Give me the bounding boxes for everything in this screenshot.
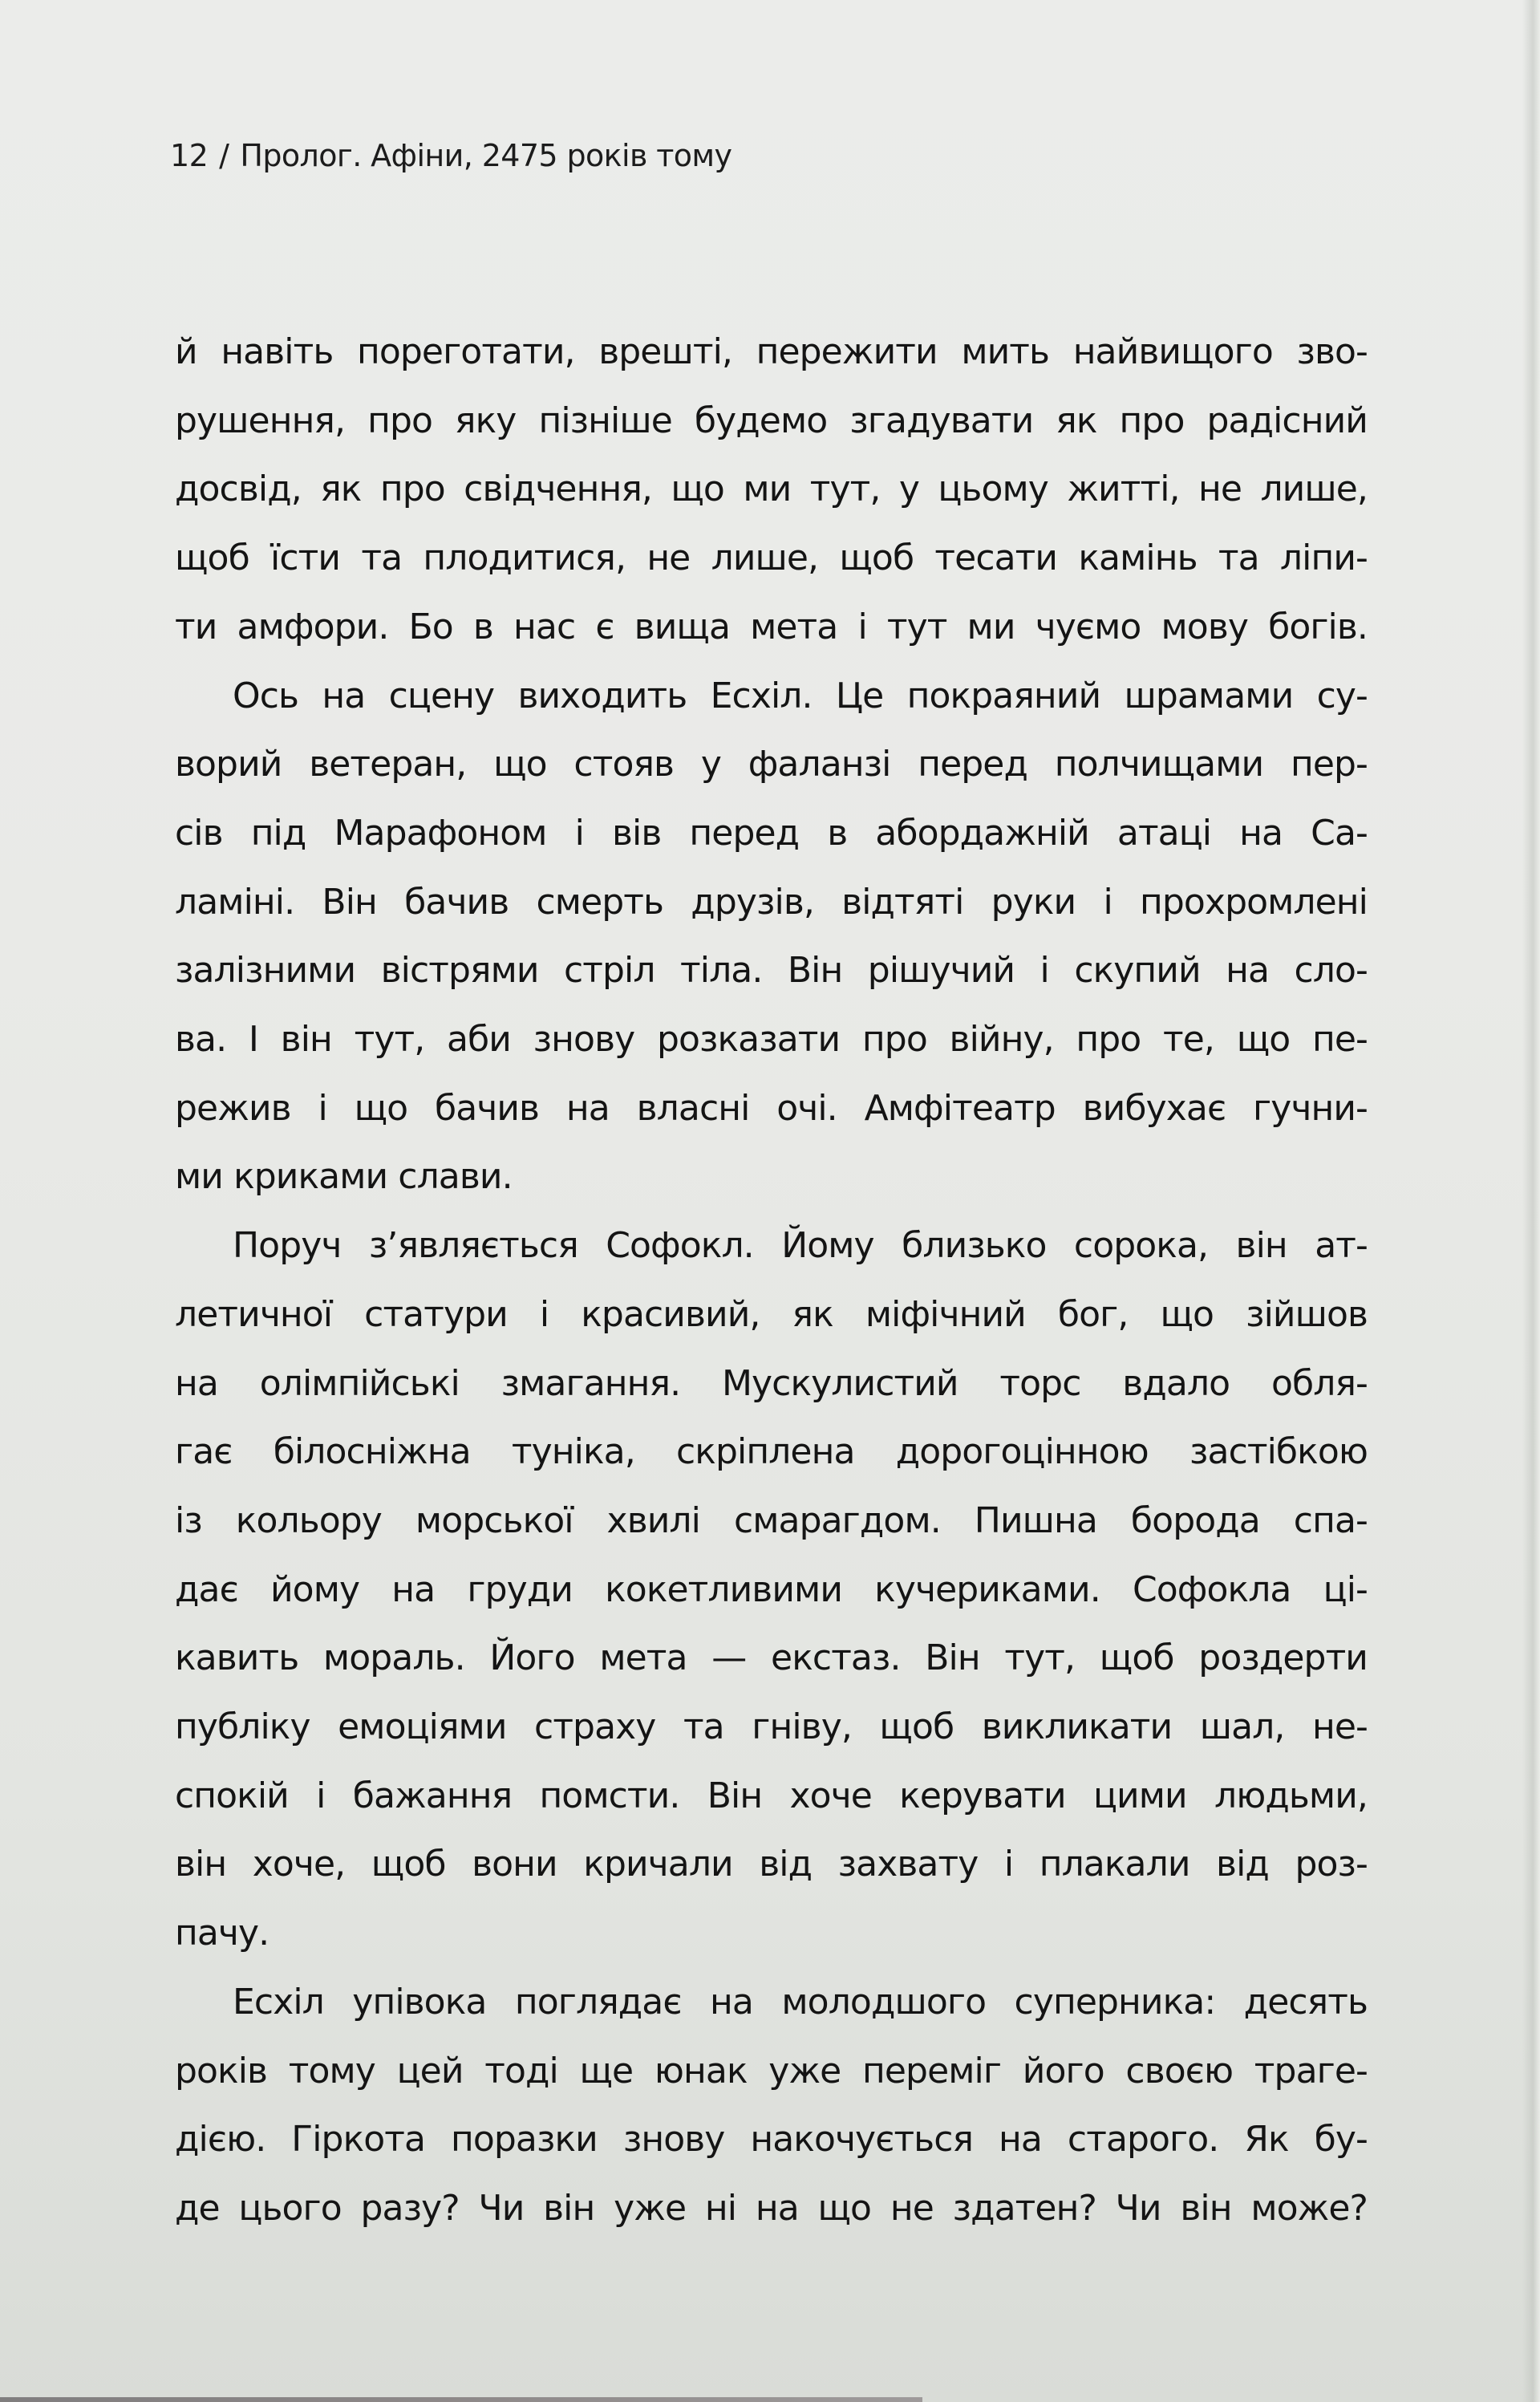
- text-line: ти амфори. Бо в нас є вища мета і тут ми чуємо мову богів.: [175, 606, 1368, 647]
- text-line: летичної статури і красивий, як міфічний бог, що зійшов: [175, 1293, 1368, 1335]
- text-line: ворий ветеран, що стояв у фаланзі перед полчищами пер-: [175, 744, 1368, 785]
- header-separator: /: [219, 138, 229, 173]
- page-edge-shadow: [1522, 0, 1540, 2402]
- text-line: дією. Гіркота поразки знову накочується на старого. Як бу-: [175, 2119, 1368, 2161]
- text-line: дає йому на груди кокетливими кучериками. Софокла ці-: [175, 1568, 1368, 1610]
- text-line: років тому цей тоді ще юнак уже переміг його своєю траге-: [175, 2050, 1368, 2092]
- text-line: режив і що бачив на власні очі. Амфітеатр вибухає гучни-: [175, 1087, 1368, 1129]
- running-header: [170, 135, 732, 176]
- paragraph-first-line: Ось на сцену виходить Есхіл. Це покраяний шрамами су-: [233, 675, 1368, 716]
- text-line: щоб їсти та плодитися, не лише, щоб тесати камінь та ліпи-: [175, 538, 1368, 579]
- text-line: ламіні. Він бачив смерть друзів, відтяті руки і прохромлені: [175, 881, 1368, 923]
- text-line: рушення, про яку пізніше будемо згадувати як про радісний: [175, 400, 1368, 441]
- text-line: досвід, як про свідчення, що ми тут, у цьому житті, не лише,: [175, 469, 1368, 510]
- text-line: пачу.: [175, 1913, 270, 1954]
- text-line: публіку емоціями страху та гніву, щоб викликати шал, не-: [175, 1706, 1368, 1747]
- text-line: він хоче, щоб вони кричали від захвату і плакали від роз-: [175, 1844, 1368, 1885]
- text-line: де цього разу? Чи він уже ні на що не здатен? Чи він може?: [175, 2187, 1368, 2229]
- scan-bottom-edge: [0, 2397, 922, 2402]
- text-line: із кольору морської хвилі смарагдом. Пишна борода спа-: [175, 1499, 1368, 1541]
- text-line: кавить мораль. Його мета — екстаз. Він тут, щоб роздерти: [175, 1637, 1368, 1679]
- chapter-title: Пролог. Афіни, 2475 років тому: [240, 138, 732, 173]
- text-line: на олімпійські змагання. Мускулистий торс вдало обля-: [175, 1362, 1368, 1404]
- paragraph-first-line: Есхіл упівока поглядає на молодшого суперника: десять: [233, 1981, 1368, 2023]
- text-line: ми криками слави.: [175, 1156, 513, 1198]
- text-line: ва. І він тут, аби знову розказати про війну, про те, що пе-: [175, 1019, 1368, 1060]
- text-line: гає білосніжна туніка, скріплена дорогоцінною застібкою: [175, 1431, 1368, 1473]
- page-number: 12: [170, 138, 209, 173]
- text-line: спокій і бажання помсти. Він хоче керувати цими людьми,: [175, 1775, 1368, 1816]
- text-line: залізними вістрями стріл тіла. Він рішучий і скупий на сло-: [175, 950, 1368, 992]
- text-line: й навіть пореготати, врешті, пережити мить найвищого зво-: [175, 331, 1368, 372]
- paragraph-first-line: Поруч з’являється Софокл. Йому близько сорока, він ат-: [233, 1225, 1368, 1267]
- text-line: сів під Марафоном і вів перед в абордажній атаці на Са-: [175, 812, 1368, 854]
